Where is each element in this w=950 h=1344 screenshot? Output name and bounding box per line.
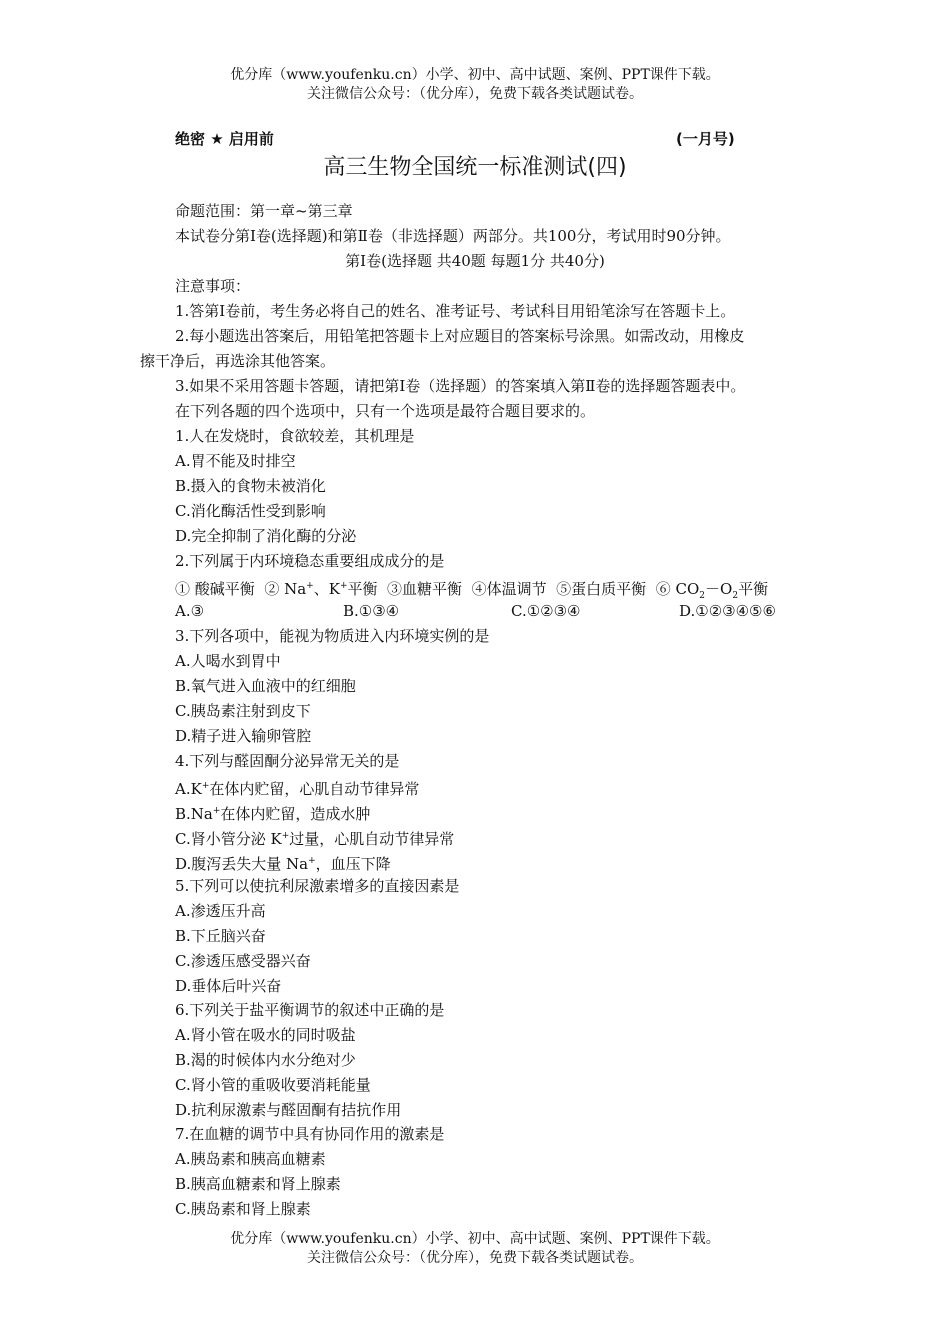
q6-option-b: B.渴的时候体内水分绝对少 (175, 1051, 356, 1069)
q5-option-c: C.渗透压感受器兴奋 (175, 952, 311, 970)
q7-option-c: C.胰岛素和肾上腺素 (175, 1200, 311, 1218)
note-2-line-1: 2.每小题选出答案后，用铅笔把答题卡上对应题目的答案标号涂黑。如需改动，用橡皮 (175, 327, 745, 345)
q2-item-1: ① 酸碱平衡 (175, 580, 255, 598)
q2-option-b: B.①③④ (343, 602, 400, 620)
footer-line-1: 优分库（www.youfenku.cn）小学、初中、高中试题、案例、PPT课件下载。 (230, 1231, 720, 1247)
header-line-1: 优分库（www.youfenku.cn）小学、初中、高中试题、案例、PPT课件下载。 (230, 67, 720, 83)
q1-stem: 1.人在发烧时，食欲较差，其机理是 (175, 427, 415, 445)
q4-stem: 4.下列与醛固酮分泌异常无关的是 (175, 752, 400, 770)
q6-option-c: C.肾小管的重吸收要消耗能量 (175, 1076, 371, 1094)
q2-option-a: A.③ (175, 602, 205, 620)
q1-option-b: B.摄入的食物未被消化 (175, 477, 326, 495)
intro-line: 本试卷分第Ⅰ卷(选择题)和第Ⅱ卷（非选择题）两部分。共100分，考试用时90分钟。 (175, 227, 731, 245)
confidential-mark: 绝密 ★ 启用前 (175, 130, 274, 148)
q6-option-d: D.抗利尿激素与醛固酮有拮抗作用 (175, 1101, 402, 1119)
instruction-line: 在下列各题的四个选项中，只有一个选项是最符合题目要求的。 (175, 402, 596, 420)
q4-option-c: C.肾小管分泌 K+过量，心肌自动节律异常 (175, 830, 455, 848)
q3-option-a: A.人喝水到胃中 (175, 652, 281, 670)
header-line-2: 关注微信公众号：（优分库），免费下载各类试题试卷。 (307, 86, 643, 102)
q6-option-a: A.肾小管在吸水的同时吸盐 (175, 1026, 356, 1044)
q2-item-5: ⑤蛋白质平衡 (556, 580, 647, 598)
note-2-line-2: 擦干净后，再选涂其他答案。 (140, 352, 336, 370)
scope-line: 命题范围：第一章~第三章 (175, 202, 353, 220)
notes-title: 注意事项： (175, 277, 251, 295)
q4-option-d: D.腹泻丢失大量 Na+，血压下降 (175, 855, 391, 873)
q5-stem: 5.下列可以使抗利尿激素增多的直接因素是 (175, 877, 460, 895)
q7-option-b: B.胰高血糖素和肾上腺素 (175, 1175, 341, 1193)
page-footer (0, 1230, 950, 1268)
q7-stem: 7.在血糖的调节中具有协同作用的激素是 (175, 1125, 445, 1143)
q1-option-a: A.胃不能及时排空 (175, 452, 296, 470)
q2-stem: 2.下列属于内环境稳态重要组成成分的是 (175, 552, 445, 570)
section-heading: 第Ⅰ卷(选择题 共40题 每题1分 共40分) (345, 252, 605, 270)
q7-option-a: A.胰岛素和胰高血糖素 (175, 1150, 326, 1168)
q3-stem: 3.下列各项中，能视为物质进入内环境实例的是 (175, 627, 490, 645)
q4-option-b: B.Na+在体内贮留，造成水肿 (175, 805, 371, 823)
q1-option-c: C.消化酶活性受到影响 (175, 502, 326, 520)
q2-option-c: C.①②③④ (511, 602, 581, 620)
q2-item-3: ③血糖平衡 (387, 580, 463, 598)
q3-option-c: C.胰岛素注射到皮下 (175, 702, 311, 720)
q5-option-b: B.下丘脑兴奋 (175, 927, 266, 945)
q1-option-d: D.完全抑制了消化酶的分泌 (175, 527, 357, 545)
note-1: 1.答第Ⅰ卷前，考生务必将自己的姓名、准考证号、考试科目用铅笔涂写在答题卡上。 (175, 302, 736, 320)
q5-option-d: D.垂体后叶兴奋 (175, 977, 282, 995)
q2-item-2: ② Na+、K+平衡 (264, 580, 378, 598)
footer-line-2: 关注微信公众号：（优分库），免费下载各类试题试卷。 (307, 1250, 643, 1266)
issue-month: (一月号) (676, 130, 735, 148)
q2-item-4: ④体温调节 (471, 580, 547, 598)
q4-option-a: A.K+在体内贮留，心肌自动节律异常 (175, 780, 420, 798)
q6-stem: 6.下列关于盐平衡调节的叙述中正确的是 (175, 1001, 445, 1019)
exam-title: 高三生物全国统一标准测试(四) (323, 155, 627, 180)
q3-option-b: B.氧气进入血液中的红细胞 (175, 677, 356, 695)
q2-option-d: D.①②③④⑤⑥ (679, 602, 776, 620)
q3-option-d: D.精子进入输卵管腔 (175, 727, 312, 745)
page-header (0, 66, 950, 104)
note-3: 3.如果不采用答题卡答题，请把第Ⅰ卷（选择题）的答案填入第Ⅱ卷的选择题答题表中。 (175, 377, 746, 395)
q5-option-a: A.渗透压升高 (175, 902, 266, 920)
q2-item-6: ⑥ $CO_2-O_2$平衡 (655, 580, 769, 601)
